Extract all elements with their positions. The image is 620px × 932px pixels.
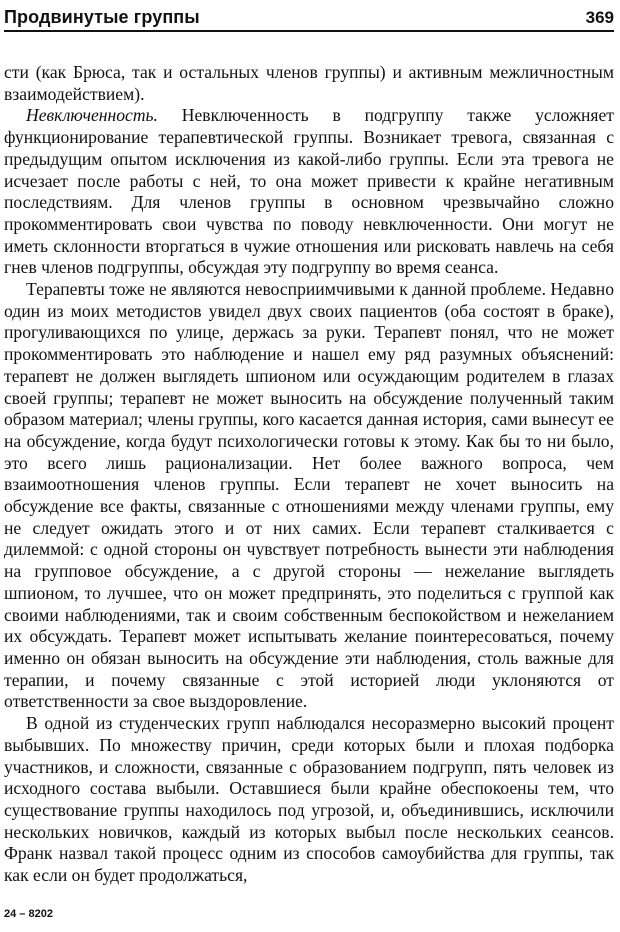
paragraph-text: сти (как Брюса, так и остальных членов группы) и активным межличностным взаимодействием). bbox=[4, 62, 614, 104]
paragraph bbox=[4, 62, 614, 105]
paragraph-lead: Невключенность. bbox=[26, 105, 158, 126]
body-text bbox=[4, 62, 614, 887]
paragraph-text: Невключенность в подгруппу также усложняет функционирование терапевтической группы. Возникает тревога, связанная с предыдущим опытом исключения из какой-либо группы. Если эта тревога не исчезает после работы с ней, то она может привести к крайне негативным последствиям. Для членов группы в основном чрезвычайно сложно прокомментировать свои чувства по поводу невключенности. Они могут не иметь склонности вторгаться в чужие отношения или рисковать навлечь на себя гнев членов подгруппы, обсуждая эту подгруппу во время сеанса. bbox=[4, 105, 614, 278]
running-head bbox=[4, 2, 614, 32]
paragraph-text: Терапевты тоже не являются невосприимчивыми к данной проблеме. Недавно один из моих методистов увидел двух своих пациентов (оба состоят в браке), прогуливающихся по улице, держась за руки. Терапевт понял, что не может прокомментировать это наблюдение и нашел ему ряд разумных объяснений: терапевт не должен выглядеть шпионом или осуждающим родителем в глазах своей группы; терапевт не может выносить на обсуждение полученный таким образом материал; члены группы, кого касается данная история, сами вынесут ее на обсуждение, когда будут психологически готовы к этому. Как бы то ни было, это всего лишь рационализации. Нет более важного вопроса, чем взаимоотношения членов группы. Если терапевт не хочет выносить на обсуждение все факты, связанные с отношениями между членами группы, ему не следует ожидать этого и от них самих. Если терапевт сталкивается с дилеммой: с одной стороны он чувствует потребность вынести эти наблюдения на групповое обсуждение, а с другой стороны — нежелание выглядеть шпионом, то лучшее, что он может предпринять, это поделиться с группой как своими наблюдениями, так и своим собственным беспокойством и нежеланием их обсуждать. Терапевт может испытывать желание поинтересоваться, почему именно он обязан выносить на обсуждение эти наблюдения, столь важные для терапии, и почему связанные с этой историей люди уклоняются от ответственности за свое выздоровление. bbox=[4, 279, 614, 712]
paragraph-text: В одной из студенческих групп наблюдался несоразмерно высокий процент выбывших. По множеству причин, среди которых были и плохая подборка участников, и сложности, связанные с образованием подгрупп, пять человек из исходного состава выбыли. Оставшиеся были крайне обеспокоены тем, что существование группы находилось под угрозой, и, объединившись, исключили нескольких новичков, каждый из которых выбыл после нескольких сеансов. Франк назвал такой процесс одним из способов самоубийства для группы, так как если он будет продолжаться, bbox=[4, 713, 614, 886]
running-head-title: Продвинутые группы bbox=[4, 7, 200, 27]
printer-signature: 24 – 8202 bbox=[4, 908, 53, 920]
paragraph bbox=[4, 279, 614, 713]
paragraph bbox=[4, 105, 614, 279]
paragraph bbox=[4, 713, 614, 887]
page-number: 369 bbox=[585, 8, 614, 27]
